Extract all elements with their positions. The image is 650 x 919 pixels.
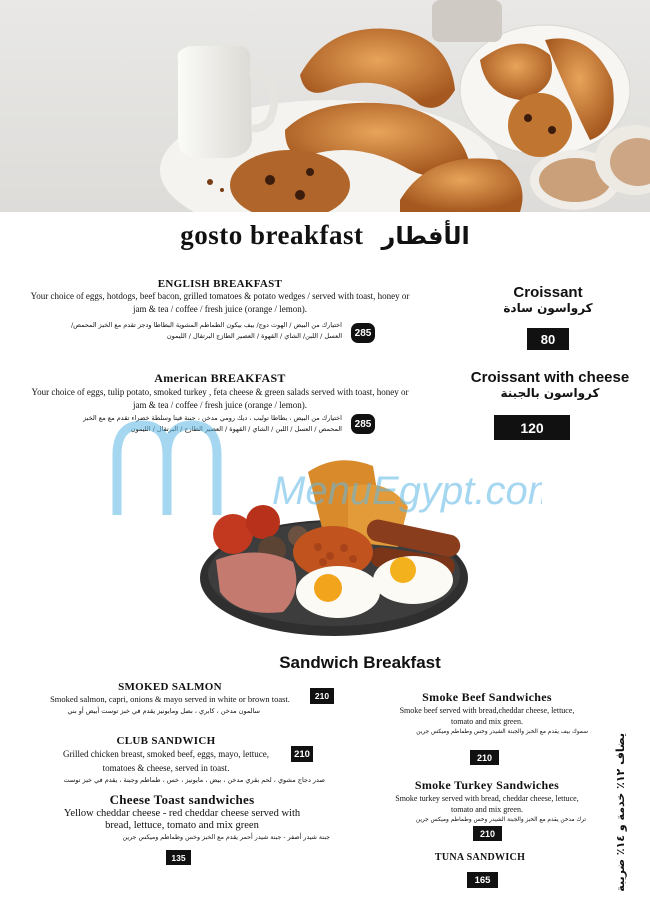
item-title: CLUB SANDWICH xyxy=(116,735,216,747)
hero-photo xyxy=(0,0,650,212)
item-desc: Smoked salmon, capri, onions & mayo served in white or brown toast. xyxy=(50,694,290,704)
item-title: TUNA SANDWICH xyxy=(434,852,526,863)
pastries-illustration xyxy=(0,0,650,212)
item-desc: Smoke turkey served with bread, cheddar cheese, lettuce, tomato and mix green. xyxy=(395,794,579,814)
item-desc: Yellow cheddar cheese - red cheddar cheese served with bread, lettuce, tomato and mix green xyxy=(63,808,301,831)
price-badge: 210 xyxy=(470,750,499,765)
item-title: Smoke Beef Sandwiches xyxy=(422,690,552,704)
item-desc-ar: اختيارك من البيض / الهوت دوج/ بيف بيكون الطماطم المشوية البطاطا ودجز تقدم مع الخبز المحمص/ العسل / اللبن/ الشاي / القهوة / العصير الطازج البرتقال / الليمون xyxy=(70,321,342,340)
watermark-logo xyxy=(112,420,542,520)
section-title: Sandwich Breakfast xyxy=(279,653,441,672)
tax-note-text: يضاف ١٢٪ خدمة و ١٤٪ ضريبة xyxy=(614,733,627,892)
item-desc-ar: سالمون مدخن ، كابري ، بصل ومايونيز يقدم في خبز توست أبيض أو بني xyxy=(67,707,260,715)
price-badge: 285 xyxy=(351,414,375,434)
item-title: SMOKED SALMON xyxy=(118,681,222,693)
page-title xyxy=(0,220,650,251)
menu-item-tuna-sandwich xyxy=(400,852,560,863)
item-title: Croissant with cheese xyxy=(470,369,630,386)
price-badge: 135 xyxy=(166,850,191,865)
page-title-en: gosto breakfast xyxy=(180,220,364,250)
item-title: ENGLISH BREAKFAST xyxy=(157,278,283,290)
price-badge: 210 xyxy=(310,688,334,704)
item-desc-ar: ترك مدخن يقدم مع الخبز والجبنة الشيدر وخس وطماطم وميكس جرين xyxy=(415,817,586,823)
watermark xyxy=(112,420,542,520)
item-desc: Smoke beef served with bread,cheddar cheese, lettuce, tomato and mix green. xyxy=(399,706,575,726)
menu-item-croissant-cheese xyxy=(455,369,645,400)
item-desc: Your choice of eggs, tulip potato, smoked turkey , feta cheese & green salads served with toast, honey or jam & tea / coffee / fresh juice (orange / lemon). xyxy=(31,387,409,410)
item-title: Croissant xyxy=(513,284,583,301)
page-title-ar: الأفطار xyxy=(381,222,470,250)
item-desc: Grilled chicken breast, smoked beef, eggs, mayo, lettuce, tomatoes & cheese, served in toast. xyxy=(63,749,269,773)
price-badge: 285 xyxy=(351,323,375,343)
menu-item-english-breakfast xyxy=(30,278,410,316)
price-badge: 80 xyxy=(527,328,569,350)
item-title: Cheese Toast sandwiches xyxy=(109,792,255,807)
menu-item-croissant xyxy=(468,284,628,315)
menu-item-american-breakfast xyxy=(30,371,410,412)
item-desc: Your choice of eggs, hotdogs, beef bacon, grilled tomatoes & potato wedges / served with toast, honey or jam & tea / coffee / fresh juice (orange / lemon). xyxy=(30,291,410,314)
menu-item-smoke-beef xyxy=(372,690,602,738)
item-title-ar: كرواسون سادة xyxy=(503,301,593,315)
item-title: Smoke Turkey Sandwiches xyxy=(414,778,560,792)
menu-item-club-sandwich xyxy=(48,735,284,775)
item-desc-ar: سموك بيف يقدم مع الخبز والجبنة الشيدر وخس وطماطم وميكس جرين xyxy=(416,729,588,735)
item-desc-ar: جبنة شيدر أصفر - جبنة شيدر أحمر يقدم مع الخبز وخس وطماطم وميكس جرين xyxy=(122,834,330,841)
item-title-ar: كرواسون بالجبنة xyxy=(500,386,600,400)
item-desc-ar: صدر دجاج مشوي ، لحم بقري مدخن ، بيض ، مايونيز ، خس ، طماطم وجبنة ، يقدم في خبز توست xyxy=(63,776,325,784)
item-title: American BREAKFAST xyxy=(154,371,286,385)
price-badge: 165 xyxy=(467,872,498,888)
price-badge: 120 xyxy=(494,415,570,440)
menu-item-smoked-salmon xyxy=(20,681,320,717)
menu-item-cheese-toast xyxy=(22,792,342,843)
tax-note xyxy=(604,733,650,893)
price-badge: 210 xyxy=(291,746,313,762)
price-badge: 210 xyxy=(473,826,502,841)
menu-item-smoke-turkey xyxy=(372,778,602,826)
watermark-text: MenuEgypt.com xyxy=(272,469,542,513)
item-desc-ar: اختيارك من البيض ، بطاطا توليب ، ديك رومي مدخن ، جبنة فيتا وسلطة خضراء تقدم مع مع الخبز المحمص / العسل / اللبن / الشاي / القهوة / العصير الطازج / البرتقال / الليمون xyxy=(83,414,342,433)
